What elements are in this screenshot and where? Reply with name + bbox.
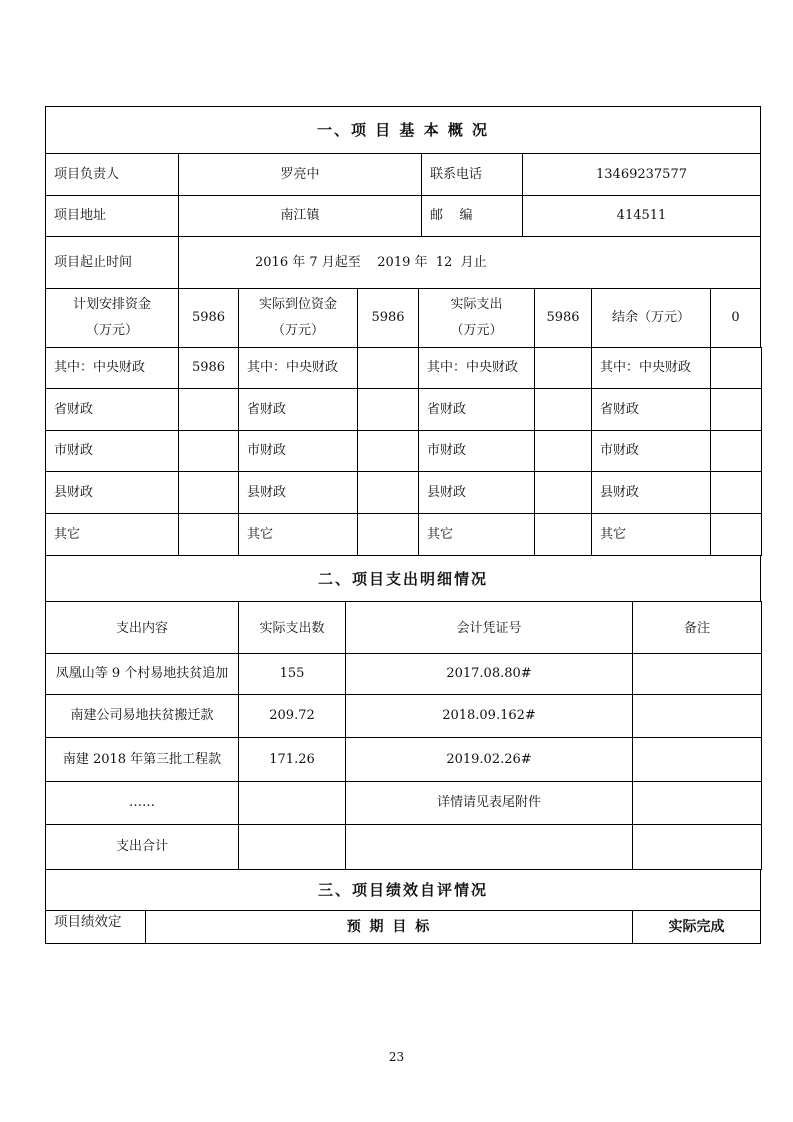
breakdown-value [357,471,419,514]
planned-label [45,288,179,348]
spent-label [418,288,535,348]
breakdown-label: 市财政 [238,430,358,472]
breakdown-label: 县财政 [45,471,179,514]
breakdown-value [534,347,592,389]
breakdown-value [534,388,592,431]
section3-title: 三、项目绩效自评情况 [45,869,761,911]
breakdown-value [178,430,239,472]
received-label-line2: （万元） [271,323,324,338]
breakdown-label: 县财政 [238,471,358,514]
expense-header-cell: 会计凭证号 [345,601,633,654]
expense-cell [632,824,762,870]
balance-value: 0 [710,288,761,348]
breakdown-label: 省财政 [45,388,179,431]
balance-label: 结余（万元） [591,288,711,348]
section2-title: 二、项目支出明细情况 [45,555,761,602]
breakdown-label: 其它 [45,513,179,556]
postcode-value: 414511 [522,195,761,237]
expense-cell [632,781,762,825]
section1-title: 一、项 目 基 本 概 况 [45,106,761,154]
expense-cell: 支出合计 [45,824,239,870]
breakdown-label: 其它 [238,513,358,556]
expense-header-cell: 实际支出数 [238,601,346,654]
expense-cell [632,694,762,738]
phone-value: 13469237577 [522,153,761,196]
breakdown-value [534,430,592,472]
period-label: 项目起止时间 [45,236,179,289]
expected-target-header: 预 期 目 标 [145,910,633,944]
breakdown-value [178,513,239,556]
breakdown-label: 市财政 [418,430,535,472]
performance-label: 项目绩效定 [45,910,146,944]
actual-completion-header: 实际完成 [632,910,761,944]
planned-value: 5986 [178,288,239,348]
breakdown-value [357,347,419,389]
expense-cell [632,653,762,695]
expense-cell: 209.72 [238,694,346,738]
breakdown-label: 其它 [418,513,535,556]
breakdown-value: 5986 [178,347,239,389]
expense-cell [632,737,762,782]
breakdown-label: 其中：中央财政 [418,347,535,389]
breakdown-value [710,471,762,514]
expense-cell: …… [45,781,239,825]
breakdown-value [710,347,762,389]
breakdown-label: 县财政 [418,471,535,514]
breakdown-label: 县财政 [591,471,711,514]
expense-cell: 南建公司易地扶贫搬迁款 [45,694,239,738]
period-value: 2016 年 7 月起至 2019 年 12 月止 [178,236,761,289]
breakdown-value [710,513,762,556]
received-value: 5986 [357,288,419,348]
breakdown-value [710,430,762,472]
expense-cell: 凤凰山等 9 个村易地扶贫追加 [45,653,239,695]
breakdown-value [710,388,762,431]
breakdown-value [178,388,239,431]
expense-cell [238,824,346,870]
breakdown-label: 市财政 [45,430,179,472]
spent-value: 5986 [534,288,592,348]
planned-label-line2: （万元） [85,323,138,338]
breakdown-value [357,430,419,472]
postcode-label: 邮 编 [421,195,523,237]
expense-cell: 155 [238,653,346,695]
breakdown-label: 市财政 [591,430,711,472]
breakdown-label: 省财政 [238,388,358,431]
expense-cell: 南建 2018 年第三批工程款 [45,737,239,782]
address-value: 南江镇 [178,195,422,237]
breakdown-label: 其中：中央财政 [591,347,711,389]
breakdown-label: 其中：中央财政 [45,347,179,389]
breakdown-value [357,513,419,556]
address-label: 项目地址 [45,195,179,237]
breakdown-value [534,513,592,556]
leader-value: 罗亮中 [178,153,422,196]
received-label [238,288,358,348]
expense-header-cell: 支出内容 [45,601,239,654]
expense-cell [345,824,633,870]
planned-label-line1: 计划安排资金 [72,297,151,312]
breakdown-value [357,388,419,431]
expense-cell: 2018.09.162# [345,694,633,738]
spent-label-line1: 实际支出 [450,297,503,312]
expense-cell: 171.26 [238,737,346,782]
breakdown-value [178,471,239,514]
breakdown-label: 省财政 [418,388,535,431]
expense-cell: 2019.02.26# [345,737,633,782]
breakdown-label: 其它 [591,513,711,556]
breakdown-label: 省财政 [591,388,711,431]
expense-cell: 2017.08.80# [345,653,633,695]
expense-header-cell: 备注 [632,601,762,654]
page-number: 23 [388,1050,405,1064]
phone-label: 联系电话 [421,153,523,196]
leader-label: 项目负责人 [45,153,179,196]
received-label-line1: 实际到位资金 [258,297,337,312]
spent-label-line2: （万元） [450,323,503,338]
expense-cell: 详情请见表尾附件 [345,781,633,825]
breakdown-label: 其中：中央财政 [238,347,358,389]
breakdown-value [534,471,592,514]
expense-cell [238,781,346,825]
